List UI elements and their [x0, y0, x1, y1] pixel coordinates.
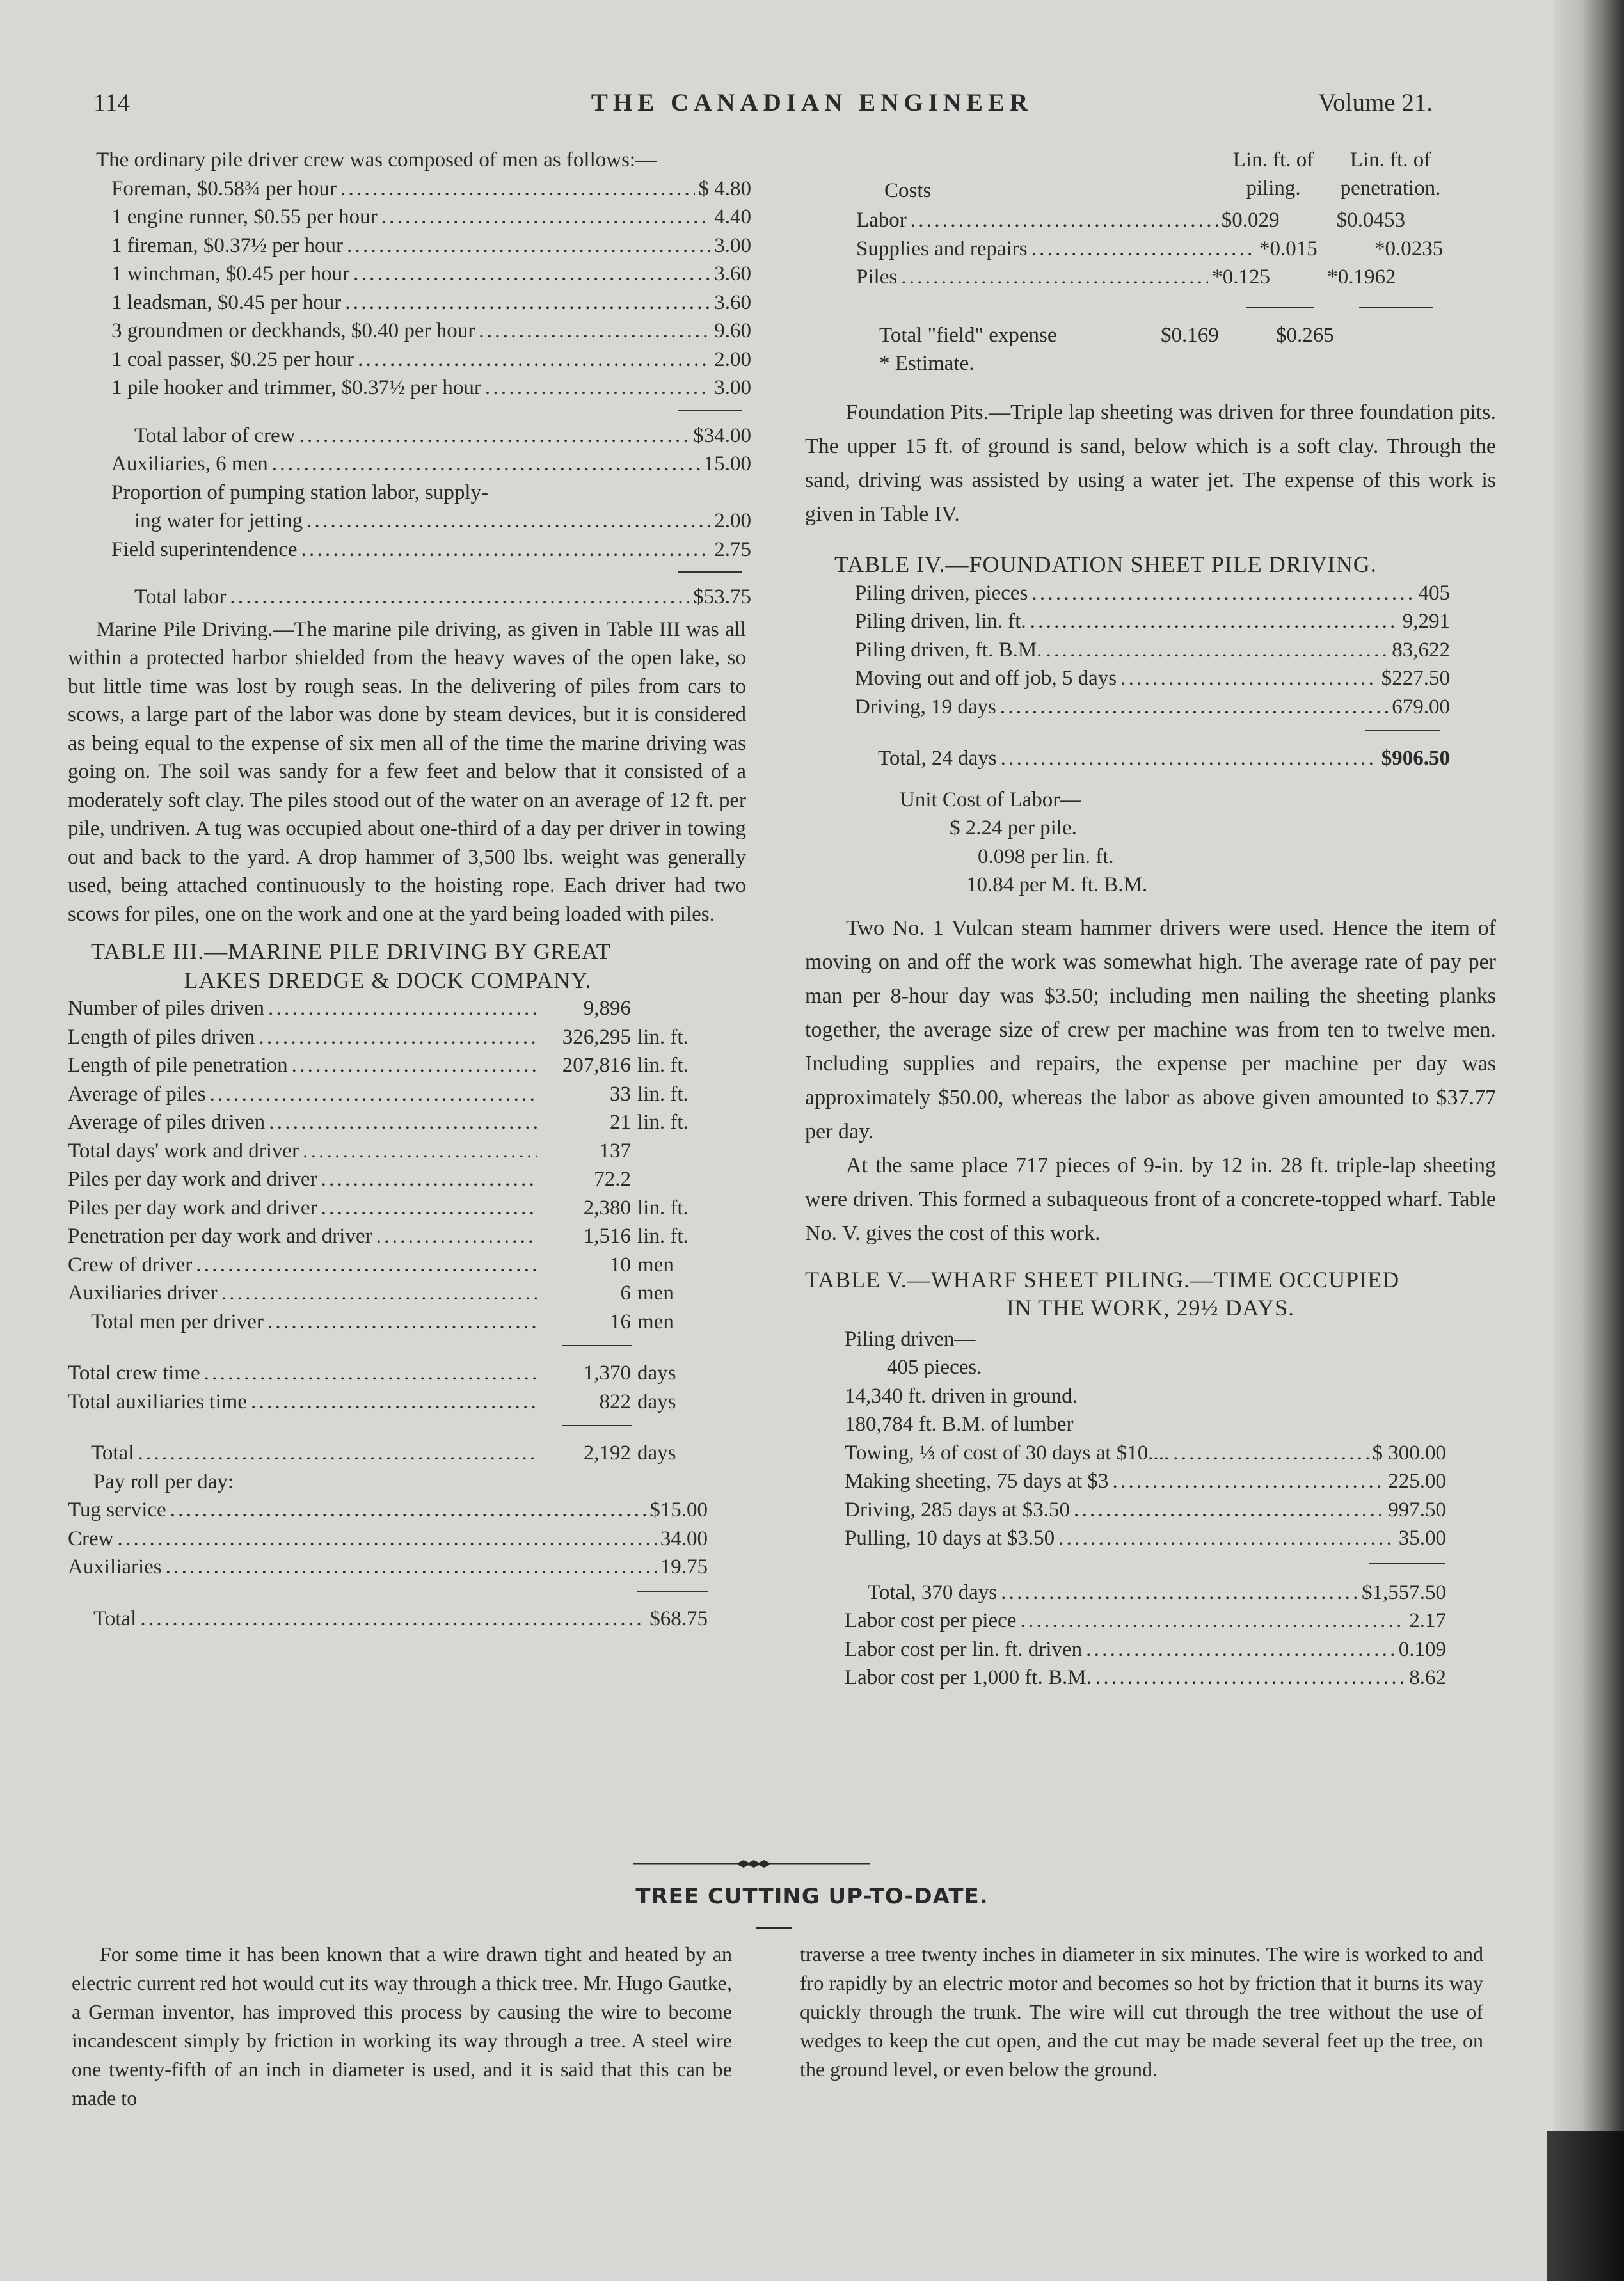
table4-title: TABLE IV.—FOUNDATION SHEET PILE DRIVING.: [834, 552, 1377, 577]
vulcan-paragraph: Two No. 1 Vulcan steam hammer drivers were used. Hence the item of moving on and off the work was somewhat high. The average rate of pay per man per 8-hour day was $3.50; including men nailing the sheeting planks together, the average size of crew per machine was from ten to twelve men. Including supplies and repairs, the expense per machine per day was approximately $50.00, whereas the labor as above given amounted to $37.77 per day.: [805, 916, 1496, 1143]
table5-line-1: Piling driven—: [845, 1327, 976, 1351]
table5-unit-row: [845, 1635, 1446, 1664]
payroll-rule: [637, 1591, 708, 1592]
costs-col2-head-2: penetration.: [1340, 177, 1441, 200]
table4-row-value: 83,622: [1392, 638, 1450, 662]
table3-rule-1: [562, 1345, 632, 1346]
crew-item-value: 3.60: [714, 262, 751, 285]
crew-item-value: $ 4.80: [698, 177, 751, 200]
table3-times: [68, 1359, 708, 1416]
table5-row: [845, 1467, 1446, 1496]
table5-row-label: Driving, 285 days at $3.50: [845, 1498, 1070, 1522]
costs-label-head: Costs: [884, 179, 932, 202]
table3-total: [68, 1439, 708, 1468]
table5-row-value: 997.50: [1388, 1498, 1446, 1522]
payroll-total-label: Total: [93, 1607, 137, 1630]
table4: [805, 550, 1496, 900]
table4-total-label: Total, 24 days: [878, 747, 997, 770]
table4-row: [855, 636, 1450, 665]
table5-total-value: $1,557.50: [1362, 1580, 1446, 1604]
table3-row-label: Total days' work and driver: [68, 1139, 299, 1163]
field-sup-row: [111, 536, 751, 564]
table4-rows: [805, 579, 1450, 722]
crew-item-label: 1 coal passer, $0.25 per hour: [111, 347, 354, 371]
table3-row: [68, 1222, 708, 1251]
tree-left-column: [72, 1940, 732, 2113]
pumping-label-2: ing water for jetting: [134, 509, 303, 532]
table3-crew-time-value: 1,370: [583, 1362, 631, 1385]
costs-col1-head-1: Lin. ft. of: [1232, 148, 1314, 171]
costs-row-penetration: *0.1962: [1327, 266, 1396, 289]
table5-total-label: Total, 370 days: [868, 1580, 998, 1604]
table3-row: [68, 1108, 708, 1137]
table5-unit-row-value: 8.62: [1409, 1666, 1446, 1689]
costs-total-label: Total "field" expense: [879, 324, 1057, 347]
table3-row-unit: lin. ft.: [637, 1025, 689, 1049]
costs-note: * Estimate.: [879, 352, 975, 375]
pumping-row-2: [111, 507, 751, 536]
table5-row-value: 225.00: [1388, 1470, 1446, 1493]
costs-row-penetration: $0.0453: [1336, 209, 1406, 232]
table3-row-value: 1,516: [583, 1225, 631, 1248]
table4-row-label: Piling driven, ft. B.M.: [855, 638, 1042, 662]
table3-row: [68, 1194, 708, 1223]
costs-table: [805, 146, 1496, 381]
table3-row-unit: lin. ft.: [637, 1082, 689, 1106]
crew-item-label: 1 winchman, $0.45 per hour: [111, 262, 350, 285]
table4-row: [855, 607, 1450, 636]
table3-row-label: Length of piles driven: [68, 1025, 255, 1049]
payroll-total-value: $68.75: [649, 1607, 708, 1630]
table5-unit-row: [845, 1664, 1446, 1692]
crew-item-value: 2.00: [714, 347, 751, 371]
table5-unit-row-value: 2.17: [1409, 1609, 1446, 1632]
table3-total-row-label: Total: [91, 1442, 134, 1465]
table3-row-label: Crew of driver: [68, 1253, 193, 1276]
table3-row-value: 326,295: [562, 1025, 631, 1049]
table5-unit-row-value: 0.109: [1398, 1637, 1446, 1661]
payroll-rows: [68, 1496, 708, 1582]
crew-item: [111, 260, 751, 289]
unit-cost-2: 0.098 per lin. ft.: [978, 845, 1114, 868]
table5-row-label: Making sheeting, 75 days at $3: [845, 1470, 1109, 1493]
payroll-row-label: Tug service: [68, 1498, 166, 1522]
table4-row-value: 9,291: [1402, 610, 1450, 633]
table3-row-label: Average of piles: [68, 1082, 206, 1106]
costs-row-penetration: *0.0235: [1374, 237, 1444, 260]
crew-list: [68, 175, 751, 402]
payroll-row-label: Crew: [68, 1527, 114, 1550]
crew-item-value: 3.00: [714, 376, 751, 399]
tree-right-column: [800, 1940, 1483, 2084]
pumping-label-1: Proportion of pumping station labor, supply-: [111, 481, 488, 504]
costs-col1-head-2: piling.: [1246, 177, 1301, 200]
table3: [68, 937, 746, 1633]
crew-item-label: 1 fireman, $0.37½ per hour: [111, 234, 343, 257]
tree-left-text: For some time it has been known that a wire drawn tight and heated by an electric current red hot would cut its way through a thick tree. Mr. Hugo Gautke, a German inventor, has improved this process by causing the wire to become incandescent simply by friction in working its way through a tree. A steel wire one twenty-fifth of an inch in diameter is used, and it is said that this can be made to: [72, 1943, 732, 2110]
table3-row: [68, 1051, 708, 1080]
table3-row-value: 9,896: [583, 997, 631, 1020]
costs-row-label: Labor: [856, 209, 907, 232]
auxiliaries-value: 15.00: [703, 452, 751, 475]
page-edge-shadow: [1554, 0, 1624, 2281]
table3-row: [68, 1080, 708, 1109]
table4-row: [855, 579, 1450, 608]
table3-row-label: Total men per driver: [91, 1310, 264, 1333]
table3-row-value: 2,380: [583, 1196, 631, 1220]
payroll-total-row: [68, 1605, 708, 1633]
crew-item: [111, 232, 751, 260]
right-column: [805, 146, 1496, 1692]
auxiliaries-row: [111, 450, 751, 479]
table3-row-label: Piles per day work and driver: [68, 1196, 317, 1220]
crew-total-value: $34.00: [693, 424, 751, 447]
crew-item-label: 1 pile hooker and trimmer, $0.37½ per hour: [111, 376, 481, 399]
journal-title: THE CANADIAN ENGINEER: [591, 89, 1033, 116]
table3-title-1: TABLE III.—MARINE PILE DRIVING BY GREAT: [91, 939, 611, 964]
table3-row-unit: men: [637, 1282, 674, 1305]
table3-aux-time: [68, 1388, 708, 1417]
table3-row: [68, 1165, 708, 1194]
tree-right-text: traverse a tree twenty inches in diameter in six minutes. The wire is worked to and fro rapidly by an electric motor and becomes so hot by friction that it burns its way quickly through the trunk. The wire will cut through the tree without the use of wedges to keep the cut open, and the cut may be made several feet up the tree, on the ground level, or even below the ground.: [800, 1943, 1483, 2081]
crew-item-label: 1 engine runner, $0.55 per hour: [111, 205, 378, 228]
crew-item: [111, 317, 751, 346]
crew-total-row: [111, 422, 751, 450]
table3-crew-time-unit: days: [637, 1362, 676, 1385]
table5-unit-row-label: Labor cost per lin. ft. driven: [845, 1637, 1083, 1661]
crew-intro: The ordinary pile driver crew was composed of men as follows:—: [96, 148, 657, 171]
table3-row: [68, 994, 708, 1023]
total-labor-row: [111, 583, 751, 612]
crew-item-value: 9.60: [714, 319, 751, 342]
payroll-row-value: 19.75: [660, 1555, 708, 1578]
table4-row-value: 405: [1418, 581, 1450, 605]
table3-row-value: 72.2: [594, 1168, 631, 1191]
table5-row-label: Pulling, 10 days at $3.50: [845, 1527, 1055, 1550]
costs-row: [856, 263, 1470, 292]
volume-label: Volume 21.: [1318, 89, 1433, 116]
table5-line-3: 14,340 ft. driven in ground.: [845, 1384, 1078, 1408]
table3-row: [68, 1279, 708, 1308]
costs-row: [856, 235, 1470, 264]
table5-row: [845, 1524, 1446, 1553]
crew-item: [111, 374, 751, 402]
table3-row-label: Piles per day work and driver: [68, 1168, 317, 1191]
table5-unit-row: [845, 1607, 1446, 1635]
costs-total-v2: $0.265: [1276, 324, 1334, 347]
table5-title-1: TABLE V.—WHARF SHEET PILING.—TIME OCCUPIED: [805, 1266, 1400, 1292]
table5-line-2: 405 pieces.: [887, 1356, 982, 1379]
unit-cost-1: $ 2.24 per pile.: [950, 816, 1077, 839]
table4-rule: [1365, 730, 1440, 731]
table3-aux-time-value: 822: [599, 1390, 631, 1413]
table3-crew-time: [68, 1359, 708, 1388]
table3-total-row-unit: days: [637, 1442, 676, 1465]
crew-item: [111, 289, 751, 317]
table3-row: [68, 1137, 708, 1166]
table3-row-value: 33: [610, 1082, 631, 1106]
field-sup-value: 2.75: [714, 537, 751, 561]
costs-col2-head-1: Lin. ft. of: [1349, 148, 1431, 171]
auxiliaries-label: Auxiliaries, 6 men: [111, 452, 268, 475]
table5-row-value: $ 300.00: [1372, 1441, 1446, 1465]
table3-row: [68, 1251, 708, 1280]
crew-item-label: Foreman, $0.58¾ per hour: [111, 177, 337, 200]
table3-row-value: 137: [599, 1139, 631, 1163]
payroll-row-value: $15.00: [649, 1498, 708, 1522]
table5-unit-row-label: Labor cost per 1,000 ft. B.M.: [845, 1666, 1092, 1689]
pumping-row-1: [111, 479, 751, 507]
table3-rows: [68, 994, 708, 1336]
table5-rule: [1369, 1563, 1445, 1564]
crew-item: [111, 203, 751, 232]
table3-row-value: 16: [610, 1310, 631, 1333]
table3-row-label: Penetration per day work and driver: [68, 1225, 372, 1248]
table3-row: [68, 1308, 708, 1337]
costs-row-piling: *0.125: [1212, 266, 1270, 289]
payroll-row-label: Auxiliaries: [68, 1555, 162, 1578]
table5-title-2: IN THE WORK, 29½ DAYS.: [1006, 1295, 1295, 1321]
ornament-divider: [633, 1857, 870, 1870]
costs-rows: [856, 206, 1470, 292]
payroll-label-row: [68, 1468, 746, 1497]
table3-rule-2: [562, 1425, 632, 1426]
table3-row-unit: lin. ft.: [637, 1111, 689, 1134]
table3-aux-time-unit: days: [637, 1390, 676, 1413]
crew-item: [111, 175, 751, 203]
payroll-row: [68, 1553, 708, 1582]
costs-row-label: Supplies and repairs: [856, 237, 1028, 260]
payroll-label: Pay roll per day:: [93, 1470, 234, 1493]
table3-row: [68, 1023, 708, 1052]
same-place-paragraph: At the same place 717 pieces of 9-in. by 12 in. 28 ft. triple-lap sheeting were driven. This formed a subaqueous front of a concrete-topped wharf. Table No. V. gives the cost of this work.: [805, 1153, 1496, 1245]
marine-paragraph: Marine Pile Driving.—The marine pile driving, as given in Table III was all within a protected harbor shielded from the heavy waves of the open lake, so but little time was lost by rough seas. In the delivering of piles from cars to scows, a large part of the labor was done by steam devices, but it is considered as being equal to the expense of six men all of the time the marine driving was going on. The soil was sandy for a few feet and below that it consisted of a moderately soft clay. The piles stood out of the water on an average of 12 ft. per pile, undriven. A tug was occupied about one-third of a day per driver in towing out and back to the yard. A drop hammer of 3,500 lbs. weight was generally used, being attached continuously to the hoisting rope. Each driver had two scows for piles, one on the work and one at the yard being loaded with piles.: [68, 617, 746, 926]
table3-row-label: Length of pile penetration: [68, 1054, 288, 1077]
table3-title-2: LAKES DREDGE & DOCK COMPANY.: [184, 967, 592, 993]
table4-row: [855, 664, 1450, 693]
table3-row-value: 21: [610, 1111, 631, 1134]
pumping-value: 2.00: [714, 509, 751, 532]
costs-rule-1: [1246, 307, 1314, 308]
payroll-row-value: 34.00: [660, 1527, 708, 1550]
page-number: 114: [93, 89, 131, 116]
table3-row-unit: men: [637, 1253, 674, 1276]
table3-row-unit: lin. ft.: [637, 1225, 689, 1248]
costs-total-v1: $0.169: [1161, 324, 1219, 347]
total-labor-value: $53.75: [693, 585, 751, 608]
crew-item: [111, 346, 751, 374]
table3-row-label: Average of piles driven: [68, 1111, 266, 1134]
field-sup-label: Field superintendence: [111, 537, 298, 561]
left-column: [68, 146, 751, 1633]
crew-item-value: 3.00: [714, 234, 751, 257]
table4-row-label: Moving out and off job, 5 days: [855, 667, 1117, 690]
costs-row-piling: *0.015: [1259, 237, 1318, 260]
crew-item-label: 1 leadsman, $0.45 per hour: [111, 290, 342, 314]
table3-row-value: 6: [620, 1282, 631, 1305]
table4-row-label: Piling driven, lin. ft.: [855, 610, 1026, 633]
crew-item-value: 4.40: [714, 205, 751, 228]
crew-item-value: 3.60: [714, 290, 751, 314]
table5: [805, 1266, 1496, 1692]
table5-unit-row-label: Labor cost per piece: [845, 1609, 1017, 1632]
table4-row-label: Piling driven, pieces: [855, 581, 1028, 605]
costs-rule-2: [1359, 307, 1433, 308]
costs-row-label: Piles: [856, 266, 898, 289]
foundation-paragraph: Foundation Pits.—Triple lap sheeting was driven for three foundation pits. The upper 15 ft. of ground is sand, below which is a soft clay. Through the sand, driving was assisted by using a water jet. The expense of this work is given in Table IV.: [805, 401, 1496, 526]
crew-item-label: 3 groundmen or deckhands, $0.40 per hour: [111, 319, 475, 342]
table3-row-label: Auxiliaries driver: [68, 1282, 218, 1305]
table5-total-row: [805, 1578, 1446, 1607]
table3-row-unit: men: [637, 1310, 674, 1333]
crew-rule: [678, 410, 742, 411]
table3-row-label: Number of piles driven: [68, 997, 265, 1020]
table5-rows: [805, 1439, 1446, 1553]
unit-cost-label: Unit Cost of Labor—: [900, 788, 1081, 811]
unit-cost-3: 10.84 per M. ft. B.M.: [966, 873, 1148, 896]
table4-row-label: Driving, 19 days: [855, 695, 996, 719]
table3-total-row: [68, 1439, 708, 1468]
table5-row-value: 35.00: [1398, 1527, 1446, 1550]
table4-row-value: 679.00: [1392, 695, 1450, 719]
table3-crew-time-label: Total crew time: [68, 1362, 200, 1385]
table3-row-unit: lin. ft.: [637, 1196, 689, 1220]
costs-row-piling: $0.029: [1221, 209, 1280, 232]
page-edge-dark-corner: [1547, 2131, 1624, 2281]
total-labor-label: Total labor: [134, 585, 227, 608]
table5-row-label: Towing, ⅓ of cost of 30 days at $10....: [845, 1441, 1170, 1465]
table3-aux-time-label: Total auxiliaries time: [68, 1390, 247, 1413]
crew-total-label: Total labor of crew: [134, 424, 296, 447]
table3-row-value: 10: [610, 1253, 631, 1276]
costs-row: [856, 206, 1470, 235]
table4-row: [855, 693, 1450, 722]
table3-row-value: 207,816: [562, 1054, 631, 1077]
table5-row: [845, 1496, 1446, 1525]
table5-line-4: 180,784 ft. B.M. of lumber: [845, 1413, 1074, 1436]
labor-rule: [678, 571, 742, 573]
payroll-row: [68, 1496, 708, 1525]
costs-total-row: [856, 321, 1470, 350]
table4-row-value: $227.50: [1381, 667, 1450, 690]
tree-title: TREE CUTTING UP-TO-DATE.: [635, 1884, 989, 1909]
table5-row: [845, 1439, 1446, 1468]
tree-title-rule: [756, 1927, 792, 1929]
table3-total-row-value: 2,192: [583, 1442, 631, 1465]
table4-total-row: [805, 744, 1450, 773]
payroll-row: [68, 1525, 708, 1554]
table4-total-value: $906.50: [1381, 747, 1450, 770]
table3-row-unit: lin. ft.: [637, 1054, 689, 1077]
table5-unit-rows: [805, 1607, 1446, 1692]
